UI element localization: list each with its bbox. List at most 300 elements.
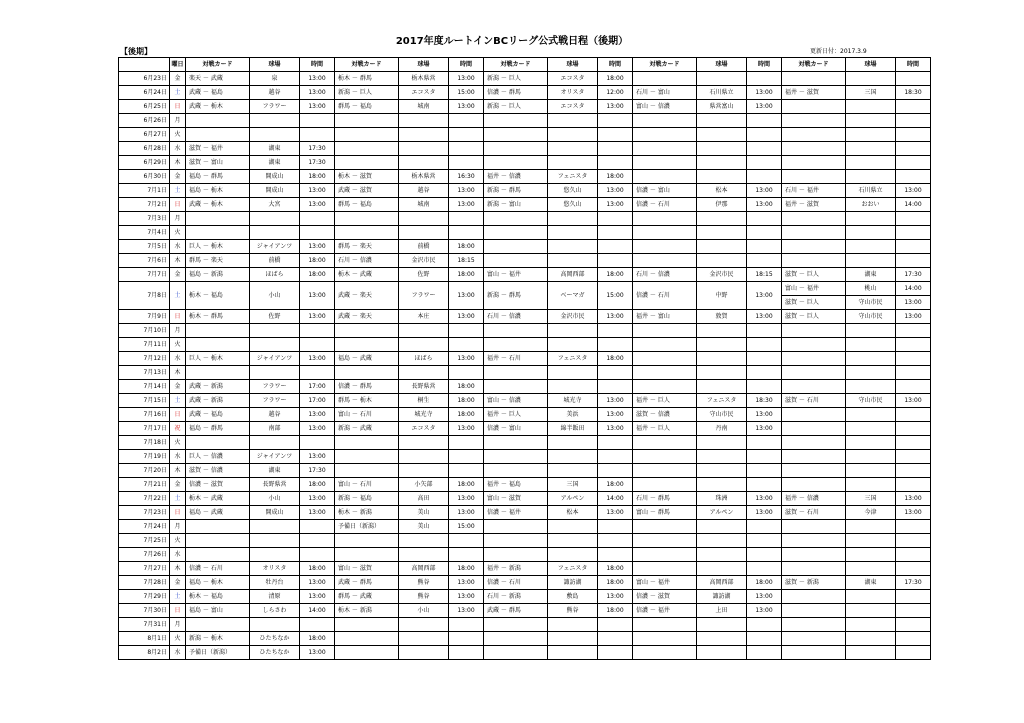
time-cell: 14:00: [896, 198, 931, 212]
weekday-cell: 火: [170, 128, 186, 142]
weekday-cell: 水: [170, 352, 186, 366]
weekday-cell: 土: [170, 184, 186, 198]
table-row: [119, 408, 931, 422]
stadium-cell: [846, 436, 896, 450]
stadium-cell: [548, 156, 598, 170]
time-cell: [896, 520, 931, 534]
stadium-cell: ほばら: [399, 352, 449, 366]
stadium-cell: 守山市民: [846, 394, 896, 408]
stadium-cell: 三国: [846, 86, 896, 100]
weekday-cell: 水: [170, 450, 186, 464]
stadium-cell: [250, 520, 300, 534]
stadium-cell: 城光寺: [548, 394, 598, 408]
time-cell: [449, 338, 484, 352]
header-cell: 球場: [399, 58, 449, 72]
time-cell: [449, 324, 484, 338]
stadium-cell: 綿半飯田: [548, 422, 598, 436]
stadium-cell: ジャイアンツ: [250, 352, 300, 366]
stadium-cell: 湖東: [846, 576, 896, 590]
time-cell: [300, 534, 335, 548]
time-cell: 13:00: [449, 604, 484, 618]
header-cell: 対戦カード: [484, 58, 548, 72]
time-cell: [747, 380, 782, 394]
table-row: [119, 520, 931, 534]
time-cell: 13:00: [300, 576, 335, 590]
match-cell: 武蔵 － 新潟: [186, 394, 250, 408]
date-cell: 7月17日: [119, 422, 170, 436]
time-cell: 13:00: [300, 86, 335, 100]
stadium-cell: [697, 632, 747, 646]
date-cell: 7月15日: [119, 394, 170, 408]
section-label: 【後期】: [120, 47, 152, 56]
table-row: [119, 450, 931, 464]
time-cell: 13:00: [896, 310, 931, 324]
table-row: [119, 212, 931, 226]
stadium-cell: しらさわ: [250, 604, 300, 618]
match-cell: [633, 128, 697, 142]
time-cell: [896, 646, 931, 660]
match-cell: [335, 142, 399, 156]
stadium-cell: [697, 380, 747, 394]
header-date: [119, 58, 170, 72]
time-cell: [449, 226, 484, 240]
match-cell: [335, 114, 399, 128]
stadium-cell: [548, 534, 598, 548]
match-cell: [782, 100, 846, 114]
table-row: [119, 338, 931, 352]
date-cell: 7月20日: [119, 464, 170, 478]
match-cell: 武蔵 － 栃木: [186, 198, 250, 212]
date-cell: 6月26日: [119, 114, 170, 128]
stadium-cell: [697, 324, 747, 338]
stadium-cell: 松本: [548, 506, 598, 520]
match-cell: [782, 464, 846, 478]
stadium-cell: [399, 338, 449, 352]
schedule-body: [119, 72, 931, 660]
date-cell: 7月26日: [119, 548, 170, 562]
match-cell: [782, 324, 846, 338]
time-cell: [747, 226, 782, 240]
match-cell: 新潟 － 武蔵: [335, 422, 399, 436]
match-cell: [782, 590, 846, 604]
time-cell: 13:00: [300, 492, 335, 506]
match-cell: [782, 240, 846, 254]
time-cell: 13:00: [896, 394, 931, 408]
stadium-cell: アルペン: [697, 506, 747, 520]
match-cell: [484, 366, 548, 380]
stadium-cell: [697, 114, 747, 128]
match-cell: [633, 632, 697, 646]
match-cell: 武蔵 － 栃木: [186, 100, 250, 114]
table-row: [119, 240, 931, 254]
match-cell: [633, 240, 697, 254]
stadium-cell: [846, 548, 896, 562]
stadium-cell: [697, 562, 747, 576]
time-cell: [449, 436, 484, 450]
stadium-cell: [846, 254, 896, 268]
match-cell: 予備日（新潟）: [186, 646, 250, 660]
match-cell: 石川 － 信濃: [335, 254, 399, 268]
match-cell: [484, 646, 548, 660]
time-cell: [896, 422, 931, 436]
match-cell: 福井 － 新潟: [484, 562, 548, 576]
time-cell: 15:00: [449, 520, 484, 534]
match-cell: [186, 520, 250, 534]
weekday-cell: 日: [170, 198, 186, 212]
stadium-cell: [250, 114, 300, 128]
time-cell: [449, 128, 484, 142]
date-cell: 7月3日: [119, 212, 170, 226]
stadium-cell: アルペン: [548, 492, 598, 506]
date-cell: 7月11日: [119, 338, 170, 352]
table-row: [119, 100, 931, 114]
stadium-cell: 湖東: [846, 268, 896, 282]
time-cell: 13:00: [449, 100, 484, 114]
match-cell: 石川 － 富山: [633, 86, 697, 100]
header-cell: 時間: [747, 58, 782, 72]
match-cell: [484, 324, 548, 338]
time-cell: [747, 366, 782, 380]
stadium-cell: [399, 464, 449, 478]
stadium-cell: [548, 254, 598, 268]
time-cell: 18:00: [449, 562, 484, 576]
stadium-cell: [846, 562, 896, 576]
stadium-cell: エコスタ: [399, 86, 449, 100]
stadium-cell: [697, 170, 747, 184]
time-cell: 18:15: [449, 254, 484, 268]
stadium-cell: [399, 534, 449, 548]
stadium-cell: 松本: [697, 184, 747, 198]
match-cell: [633, 338, 697, 352]
stadium-cell: 城南: [399, 100, 449, 114]
stadium-cell: [250, 338, 300, 352]
date-cell: 7月21日: [119, 478, 170, 492]
match-cell: 栃木 － 福島: [186, 590, 250, 604]
weekday-cell: 月: [170, 212, 186, 226]
stadium-cell: [548, 128, 598, 142]
weekday-cell: 木: [170, 254, 186, 268]
match-cell: 福島 － 武蔵: [186, 506, 250, 520]
time-cell: [449, 548, 484, 562]
time-cell: 13:00: [300, 184, 335, 198]
time-cell: 13:00: [300, 100, 335, 114]
match-cell: [633, 646, 697, 660]
match-cell: [484, 380, 548, 394]
time-cell: 13:00: [300, 506, 335, 520]
time-cell: 13:00: [747, 590, 782, 604]
match-cell: 信濃 － 富山: [484, 422, 548, 436]
stadium-cell: [399, 436, 449, 450]
time-cell: 13:00: [896, 492, 931, 506]
stadium-cell: [399, 618, 449, 632]
stadium-cell: 伊那: [697, 198, 747, 212]
header-cell: 時間: [300, 58, 335, 72]
match-cell: [633, 170, 697, 184]
match-cell: [335, 212, 399, 226]
stadium-cell: [846, 324, 896, 338]
stadium-cell: [548, 646, 598, 660]
time-cell: 13:00: [747, 184, 782, 198]
time-cell: 14:00: [598, 492, 633, 506]
match-cell: 信濃 － 滋賀: [633, 590, 697, 604]
table-row: [119, 562, 931, 576]
weekday-cell: 水: [170, 646, 186, 660]
match-cell: [484, 618, 548, 632]
weekday-cell: 火: [170, 226, 186, 240]
stadium-cell: 高田: [399, 492, 449, 506]
stadium-cell: [399, 632, 449, 646]
match-cell: [186, 436, 250, 450]
stadium-cell: 本庄: [399, 310, 449, 324]
date-cell: 7月16日: [119, 408, 170, 422]
stadium-cell: [697, 366, 747, 380]
stadium-cell: [697, 520, 747, 534]
time-cell: [449, 156, 484, 170]
time-cell: 18:00: [449, 380, 484, 394]
stadium-cell: 中野: [697, 282, 747, 310]
stadium-cell: 桐生: [399, 394, 449, 408]
match-cell: [633, 380, 697, 394]
time-cell: [449, 632, 484, 646]
stadium-cell: [697, 534, 747, 548]
time-cell: 15:00: [598, 282, 633, 310]
time-cell: [300, 226, 335, 240]
stadium-cell: [846, 114, 896, 128]
match-cell: 巨人 － 栃木: [186, 352, 250, 366]
match-cell: [186, 338, 250, 352]
time-cell: [300, 114, 335, 128]
time-cell: [747, 436, 782, 450]
weekday-cell: 金: [170, 478, 186, 492]
time-cell: [896, 464, 931, 478]
match-cell: [633, 520, 697, 534]
time-cell: [747, 170, 782, 184]
weekday-cell: 火: [170, 436, 186, 450]
match-cell: 栃木 － 群馬: [335, 72, 399, 86]
date-cell: 7月4日: [119, 226, 170, 240]
stadium-cell: 小山: [250, 492, 300, 506]
stadium-cell: [697, 646, 747, 660]
match-cell: [186, 548, 250, 562]
stadium-cell: 高岡西部: [399, 562, 449, 576]
time-cell: [896, 142, 931, 156]
time-cell: [598, 534, 633, 548]
match-cell: 栃木 － 滋賀: [335, 170, 399, 184]
time-cell: [896, 436, 931, 450]
match-cell: [186, 128, 250, 142]
time-cell: 13:00: [449, 506, 484, 520]
table-row: [119, 226, 931, 240]
time-cell: [300, 520, 335, 534]
match-cell: 福井 － 巨人: [633, 422, 697, 436]
match-cell: 石川 － 福井: [782, 184, 846, 198]
time-cell: 18:00: [449, 268, 484, 282]
match-cell: [335, 534, 399, 548]
match-cell: 武蔵 － 新潟: [186, 380, 250, 394]
match-cell: 富山 － 滋賀: [484, 492, 548, 506]
stadium-cell: エコスタ: [548, 72, 598, 86]
table-row: [119, 114, 931, 128]
match-cell: 信濃 － 福井: [484, 506, 548, 520]
match-cell: [335, 464, 399, 478]
stadium-cell: ひたちなか: [250, 632, 300, 646]
header-cell: 対戦カード: [335, 58, 399, 72]
stadium-cell: [846, 618, 896, 632]
stadium-cell: フラワー: [250, 380, 300, 394]
stadium-cell: [846, 422, 896, 436]
stadium-cell: [399, 212, 449, 226]
table-row: [119, 436, 931, 450]
match-cell: [782, 226, 846, 240]
time-cell: [300, 618, 335, 632]
stadium-cell: 清原: [250, 590, 300, 604]
stadium-cell: [548, 114, 598, 128]
match-cell: 滋賀 － 福井: [186, 142, 250, 156]
match-cell: 栃木 － 武蔵: [335, 268, 399, 282]
weekday-cell: 金: [170, 576, 186, 590]
time-cell: 13:00: [300, 646, 335, 660]
time-cell: 18:00: [300, 268, 335, 282]
time-cell: 17:30: [300, 156, 335, 170]
time-cell: 17:30: [896, 576, 931, 590]
match-cell: [633, 618, 697, 632]
stadium-cell: [548, 212, 598, 226]
match-cell: [335, 618, 399, 632]
match-cell: 栃木 － 群馬: [186, 310, 250, 324]
match-cell: 福島 － 新潟: [186, 268, 250, 282]
stadium-cell: [846, 128, 896, 142]
time-cell: [598, 240, 633, 254]
stadium-cell: [548, 520, 598, 534]
time-cell: 13:00: [747, 86, 782, 100]
time-cell: 13:00: [598, 590, 633, 604]
time-cell: [896, 478, 931, 492]
match-cell: 福島 － 群馬: [186, 422, 250, 436]
match-cell: [484, 212, 548, 226]
time-cell: 13:00: [896, 506, 931, 520]
match-cell: [782, 646, 846, 660]
date-cell: 8月2日: [119, 646, 170, 660]
stadium-cell: 三国: [846, 492, 896, 506]
stadium-cell: 丹南: [697, 422, 747, 436]
time-cell: [896, 72, 931, 86]
match-cell: [186, 114, 250, 128]
stadium-cell: 高岡西部: [548, 268, 598, 282]
stadium-cell: 牡丹台: [250, 576, 300, 590]
time-cell: 13:00: [598, 310, 633, 324]
match-cell: 新潟 － 栃木: [186, 632, 250, 646]
table-row: [119, 128, 931, 142]
time-cell: [449, 646, 484, 660]
time-cell: 17:00: [300, 380, 335, 394]
match-cell: [484, 534, 548, 548]
schedule-table: [118, 57, 931, 660]
stadium-cell: [548, 450, 598, 464]
match-cell: [335, 548, 399, 562]
stadium-cell: [846, 408, 896, 422]
time-cell: 13:00: [747, 506, 782, 520]
stadium-cell: [548, 338, 598, 352]
match-cell: [335, 450, 399, 464]
time-cell: [747, 548, 782, 562]
weekday-cell: 火: [170, 534, 186, 548]
time-cell: [747, 464, 782, 478]
date-cell: 6月25日: [119, 100, 170, 114]
time-cell: [449, 618, 484, 632]
match-cell: 武蔵 － 福島: [186, 408, 250, 422]
table-row: [119, 646, 931, 660]
stadium-cell: [846, 520, 896, 534]
time-cell: 18:00: [449, 240, 484, 254]
stadium-cell: 南部: [250, 422, 300, 436]
stadium-cell: [697, 450, 747, 464]
match-cell: 新潟 － 福島: [335, 492, 399, 506]
match-cell: [484, 338, 548, 352]
match-cell: [782, 254, 846, 268]
match-cell: [186, 534, 250, 548]
header-cell: 球場: [846, 58, 896, 72]
time-cell: [896, 254, 931, 268]
date-cell: 7月29日: [119, 590, 170, 604]
match-cell: [633, 450, 697, 464]
match-cell: [335, 646, 399, 660]
stadium-cell: [697, 436, 747, 450]
stadium-cell: [399, 450, 449, 464]
match-cell: 信濃 － 石川: [633, 198, 697, 212]
header-cell: 時間: [449, 58, 484, 72]
stadium-cell: [250, 128, 300, 142]
time-cell: [747, 114, 782, 128]
stadium-cell: [250, 534, 300, 548]
weekday-cell: 火: [170, 338, 186, 352]
weekday-cell: 火: [170, 632, 186, 646]
time-cell: 17:30: [300, 464, 335, 478]
time-cell: 18:00: [300, 170, 335, 184]
stadium-cell: オリスタ: [250, 562, 300, 576]
date-cell: 7月31日: [119, 618, 170, 632]
stadium-cell: フェニスタ: [697, 394, 747, 408]
match-cell: 富山 － 福井: [484, 268, 548, 282]
match-cell: 武蔵 － 楽天: [335, 282, 399, 310]
stadium-cell: [548, 618, 598, 632]
time-cell: [598, 142, 633, 156]
time-cell: [300, 324, 335, 338]
table-row: [119, 632, 931, 646]
time-cell: 13:00: [300, 590, 335, 604]
time-cell: 13:00: [598, 394, 633, 408]
match-cell: 福井 － 石川: [484, 352, 548, 366]
time-cell: 13:00: [747, 492, 782, 506]
time-cell: [896, 408, 931, 422]
time-cell: [747, 450, 782, 464]
stadium-cell: [399, 366, 449, 380]
match-cell: [633, 352, 697, 366]
stadium-cell: [697, 128, 747, 142]
match-cell: [484, 436, 548, 450]
stadium-cell: 前橋: [399, 240, 449, 254]
time-cell: [449, 534, 484, 548]
time-cell: [598, 156, 633, 170]
match-cell: 群馬 － 福島: [335, 100, 399, 114]
match-cell: [335, 324, 399, 338]
time-cell: 13:00: [747, 100, 782, 114]
stadium-cell: 湖東: [250, 464, 300, 478]
date-cell: 6月30日: [119, 170, 170, 184]
time-cell: [747, 562, 782, 576]
match-cell: [782, 114, 846, 128]
date-cell: 7月24日: [119, 520, 170, 534]
weekday-cell: 月: [170, 520, 186, 534]
